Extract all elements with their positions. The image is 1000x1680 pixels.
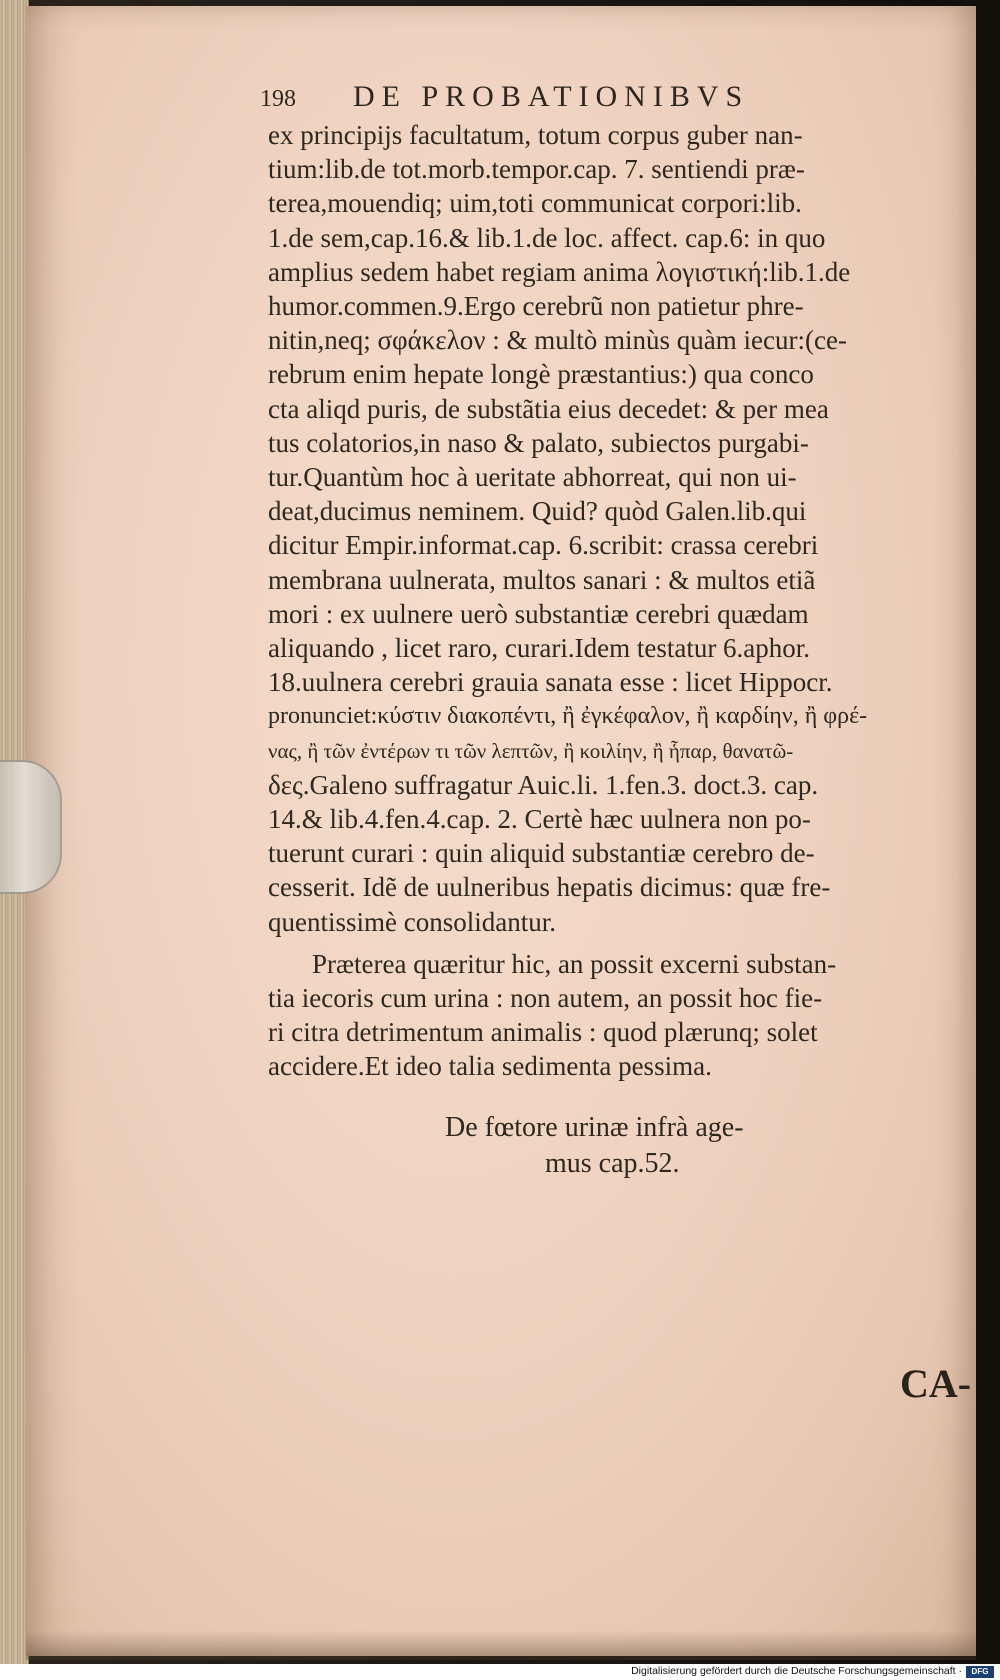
body-text: [268, 118, 968, 1084]
closing-note-line: mus cap.52.: [545, 1148, 680, 1179]
dfg-logo: DFG: [966, 1666, 994, 1678]
running-title: DE PROBATIONIBVS: [353, 80, 750, 113]
greek-text-line: νας, ἢ τῶν ἐντέρων τι τῶν λεπτῶν, ἢ κοιλίην, ἢ ἧπαρ, θανατῶ-: [268, 738, 794, 763]
catchword: CA-: [900, 1361, 972, 1406]
page-number: 198: [260, 86, 296, 112]
text-line: terea,mouendiq; uim,toti communicat corpori:lib.: [268, 188, 802, 219]
text-line: cesserit. Idẽ de uulneribus hepatis dicimus: quæ fre-: [268, 872, 831, 903]
text-line: tium:lib.de tot.morb.tempor.cap. 7. sentiendi præ-: [268, 154, 805, 185]
text-line: humor.commen.9.Ergo cerebrũ non patietur phre-: [268, 291, 804, 322]
footer-credit: Digitalisierung gefördert durch die Deutsche Forschungsgemeinschaft ·: [631, 1665, 962, 1677]
text-line: ex principijs facultatum, totum corpus guber nan-: [268, 120, 803, 150]
text-line: dicitur Empir.informat.cap. 6.scribit: crassa cerebri: [268, 530, 819, 561]
text-line: deat,ducimus neminem. Quid? quòd Galen.lib.qui: [268, 496, 807, 527]
text-line: quentissimè consolidantur.: [268, 906, 556, 937]
text-line: membrana uulnerata, multos sanari : & multos etiã: [268, 564, 816, 595]
text-line: mori : ex uulnere uerò substantiæ cerebri quædam: [268, 598, 809, 629]
running-head: [260, 80, 749, 114]
paragraph-line: tia iecoris cum urina : non autem, an possit hoc fie-: [268, 983, 823, 1014]
text-line: tus colatorios,in naso & palato, subiectos purgabi-: [268, 427, 809, 458]
text-line: tuerunt curari : quin aliquid substantiæ cerebro de-: [268, 838, 815, 869]
text-line: cta aliqd puris, de substãtia eius decedet: & per mea: [268, 393, 829, 424]
paragraph-line: ri citra detrimentum animalis : quod plærunq; solet: [268, 1017, 818, 1048]
page-shadow: [26, 1630, 976, 1660]
text-line: 1.de sem,cap.16.& lib.1.de loc. affect. cap.6: in quo: [268, 222, 826, 253]
text-line: 14.& lib.4.fen.4.cap. 2. Certè hæc uulnera non po-: [268, 804, 811, 835]
text-line: amplius sedem habet regiam anima λογιστική:lib.1.de: [268, 256, 851, 287]
footer-bar: [0, 1664, 1000, 1680]
text-line: δες.Galeno suffragatur Auic.li. 1.fen.3. doct.3. cap.: [268, 769, 819, 800]
text-line: tur.Quantùm hoc à ueritate abhorreat, qui non ui-: [268, 462, 797, 493]
text-line: rebrum enim hepate longè præstantius:) qua conco: [268, 359, 814, 390]
greek-text-line: pronunciet:κύστιν διακοπέντι, ἢ ἐγκέφαλον, ἢ καρδίην, ἢ φρέ-: [268, 703, 868, 730]
paragraph-line: accidere.Et ideo talia sedimenta pessima.: [268, 1051, 712, 1082]
page-clip: [0, 760, 62, 894]
text-line: aliquando , licet raro, curari.Idem testatur 6.aphor.: [268, 633, 811, 664]
text-line: nitin,neq; σφάκελον : & multò minùs quàm iecur:(ce-: [268, 325, 847, 356]
text-line: 18.uulnera cerebri grauia sanata esse : licet Hippocr.: [268, 667, 833, 698]
paragraph-line: Præterea quæritur hic, an possit excerni substan-: [312, 948, 837, 979]
closing-note-line: De fœtore urinæ infrà age-: [445, 1112, 744, 1143]
